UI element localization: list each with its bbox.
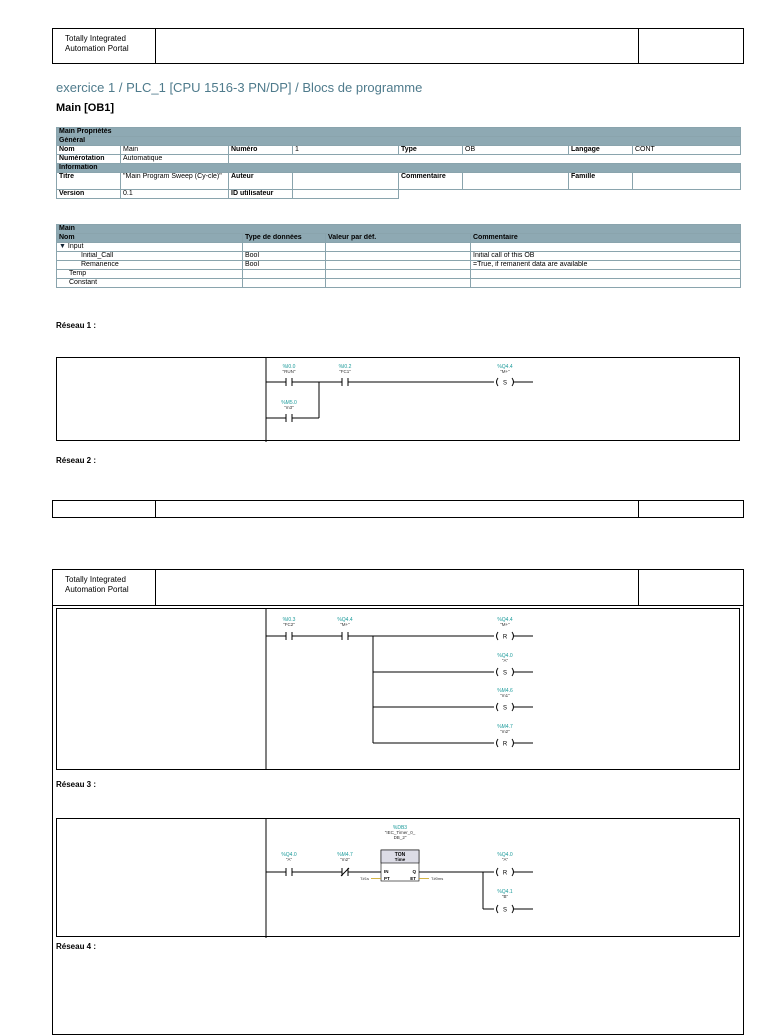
coil-type: S [502, 907, 508, 914]
value-auteur [293, 173, 399, 190]
section-header: Main Propriétés [57, 128, 741, 137]
value-numerotation: Automatique [121, 155, 229, 164]
coil-symbol: "m2" [500, 729, 510, 734]
section-header: Information [57, 164, 741, 173]
no-contact-icon[interactable] [266, 632, 342, 640]
no-contact-icon[interactable] [342, 632, 494, 743]
coil-icon [512, 868, 514, 876]
coil-type: S [502, 705, 508, 712]
network-2-title: Réseau 2 : [56, 456, 97, 465]
row-type [243, 270, 326, 279]
coil-icon [512, 739, 514, 747]
coil-icon [497, 703, 499, 711]
contact-symbol: "FC1" [339, 369, 351, 374]
timer-type: TON [394, 852, 406, 858]
table-row [57, 279, 741, 288]
section-header: Main [57, 225, 741, 234]
coil-symbol: "A" [501, 658, 509, 663]
contact-address: %M5.0 [281, 400, 297, 406]
timer-db-address: %DB3 [392, 825, 408, 831]
coil-symbol: "M+" [500, 622, 510, 627]
row-type: Bool [243, 252, 326, 261]
row-name: Temp [57, 270, 243, 279]
coil-type: R [502, 634, 508, 641]
label-version: Version [57, 190, 121, 199]
pin-in: IN [384, 869, 389, 874]
set-coil-icon[interactable] [497, 378, 534, 386]
coil-type: S [502, 380, 508, 387]
coil-icon [512, 905, 514, 913]
network-2-diagram [56, 608, 740, 770]
block-name: Main [OB1] [56, 102, 115, 114]
set-coil[interactable] [497, 653, 534, 677]
page1-footer [52, 500, 744, 518]
contact-symbol: "M+" [340, 622, 350, 627]
pin-pt: PT [384, 876, 390, 881]
row-name: Input [67, 243, 84, 250]
pin-q: Q [412, 869, 416, 874]
page2-header [52, 569, 744, 606]
row-comment [471, 243, 741, 252]
row-type [243, 243, 326, 252]
row-type [243, 279, 326, 288]
page1-header [52, 28, 744, 64]
contact-address: %I0.0 [282, 364, 296, 370]
contact-address: %M4.7 [337, 852, 353, 858]
nc-contact-icon[interactable] [341, 868, 381, 876]
contact-symbol: "m3" [284, 405, 294, 410]
set-coil[interactable] [497, 688, 534, 712]
table-row [57, 252, 741, 261]
set-coil[interactable] [497, 889, 534, 914]
tia-portal-logo [53, 570, 156, 605]
logo-line1: Totally Integrated [65, 34, 126, 43]
ladder-network-1 [57, 358, 741, 442]
coil-symbol: "M+" [500, 369, 510, 374]
logo-line2: Automation Portal [65, 585, 129, 594]
interface-table [56, 224, 741, 288]
label-type: Type [399, 146, 463, 155]
timer-db-name: DB_2" [393, 835, 407, 840]
network-3-diagram [56, 818, 740, 937]
label-id-utilisateur: ID utilisateur [229, 190, 293, 199]
coil-icon [497, 905, 499, 913]
table-row [57, 270, 741, 279]
contact-symbol: "RUN" [282, 369, 296, 374]
value-nom: Main [121, 146, 229, 155]
coil-icon [497, 668, 499, 676]
reset-coil[interactable] [497, 724, 534, 748]
label-auteur: Auteur [229, 173, 293, 190]
coil-address: %Q4.0 [497, 852, 513, 858]
label-langage: Langage [569, 146, 633, 155]
coil-address: %Q4.4 [497, 617, 513, 623]
row-comment [471, 270, 741, 279]
coil-icon [512, 632, 514, 640]
contact-address: %Q4.4 [337, 617, 353, 623]
row-default [326, 252, 471, 261]
coil-icon [497, 632, 499, 640]
pt-value: T#1s [360, 876, 369, 881]
coil-icon [497, 739, 499, 747]
value-id-utilisateur [293, 190, 399, 199]
logo-line1: Totally Integrated [65, 575, 126, 584]
column-header: Type de données [243, 234, 326, 243]
row-type: Bool [243, 261, 326, 270]
table-row [57, 261, 741, 270]
reset-coil[interactable] [497, 617, 534, 641]
no-contact-icon[interactable] [319, 378, 494, 386]
header-middle-cell [156, 570, 639, 605]
column-header: Nom [57, 234, 243, 243]
coil-symbol: "B" [501, 894, 509, 899]
coil-symbol: "A" [501, 857, 509, 862]
pin-et: ET [410, 876, 416, 881]
row-comment: =True, if remanent data are available [471, 261, 741, 270]
timer-db-name: "IEC_Timer_0_ [384, 830, 416, 835]
contact-symbol: "A" [285, 857, 293, 862]
value-type: OB [463, 146, 569, 155]
coil-address: %Q4.1 [497, 889, 513, 895]
coil-icon [512, 668, 514, 676]
row-default [326, 261, 471, 270]
ladder-network-3 [57, 819, 741, 938]
column-header: Valeur par déf. [326, 234, 471, 243]
page-title: exercice 1 / PLC_1 [CPU 1516-3 PN/DP] / Blocs de programme [56, 80, 423, 95]
network-1-title: Réseau 1 : [56, 321, 97, 330]
value-version: 0.1 [121, 190, 229, 199]
contact-symbol: "FC2" [283, 622, 295, 627]
coil-icon [497, 868, 499, 876]
expand-triangle-icon[interactable]: ▼ [59, 243, 66, 250]
coil-type: S [502, 670, 508, 677]
column-header: Commentaire [471, 234, 741, 243]
properties-table [56, 127, 741, 199]
coil-address: %M4.6 [497, 688, 513, 694]
value-langage: CONT [633, 146, 741, 155]
row-name: Initial_Call [57, 252, 243, 261]
coil-address: %Q4.0 [497, 653, 513, 659]
label-famille: Famille [569, 173, 633, 190]
coil-type: R [502, 741, 508, 748]
label-numero: Numéro [229, 146, 293, 155]
label-nom: Nom [57, 146, 121, 155]
row-default [326, 243, 471, 252]
value-titre: "Main Program Sweep (Cy-cle)" [121, 173, 229, 190]
network-3-title: Réseau 3 : [56, 780, 97, 789]
network-4-title: Réseau 4 : [56, 942, 97, 951]
reset-coil[interactable] [497, 852, 534, 877]
section-header: Général [57, 137, 741, 146]
tia-portal-logo [53, 29, 156, 63]
logo-line2: Automation Portal [65, 44, 129, 53]
contact-symbol: "m2" [340, 857, 350, 862]
ladder-network-2 [57, 609, 741, 771]
no-contact-icon[interactable] [266, 378, 319, 386]
value-numero: 1 [293, 146, 399, 155]
network-1-diagram [56, 357, 740, 441]
label-titre: Titre [57, 173, 121, 190]
no-contact-icon[interactable] [266, 868, 342, 876]
row-name: Remanence [57, 261, 243, 270]
row-comment [471, 279, 741, 288]
coil-address: %M4.7 [497, 724, 513, 730]
coil-symbol: "m1" [500, 693, 510, 698]
label-numerotation: Numérotation [57, 155, 121, 164]
coil-icon [512, 703, 514, 711]
label-commentaire: Commentaire [399, 173, 463, 190]
row-default [326, 279, 471, 288]
value-famille [633, 173, 741, 190]
table-row [57, 243, 741, 252]
row-comment: Initial call of this OB [471, 252, 741, 261]
coil-address: %Q4.4 [497, 364, 513, 370]
contact-address: %I0.2 [338, 364, 352, 370]
contact-address: %I0.3 [282, 617, 296, 623]
contact-address: %Q4.0 [281, 852, 297, 858]
row-name: Constant [57, 279, 243, 288]
timer-subtype: Time [394, 857, 406, 862]
header-middle-cell [156, 29, 639, 63]
coil-type: R [502, 870, 508, 877]
value-commentaire [463, 173, 569, 190]
row-default [326, 270, 471, 279]
et-value: T#0ms [431, 876, 444, 881]
